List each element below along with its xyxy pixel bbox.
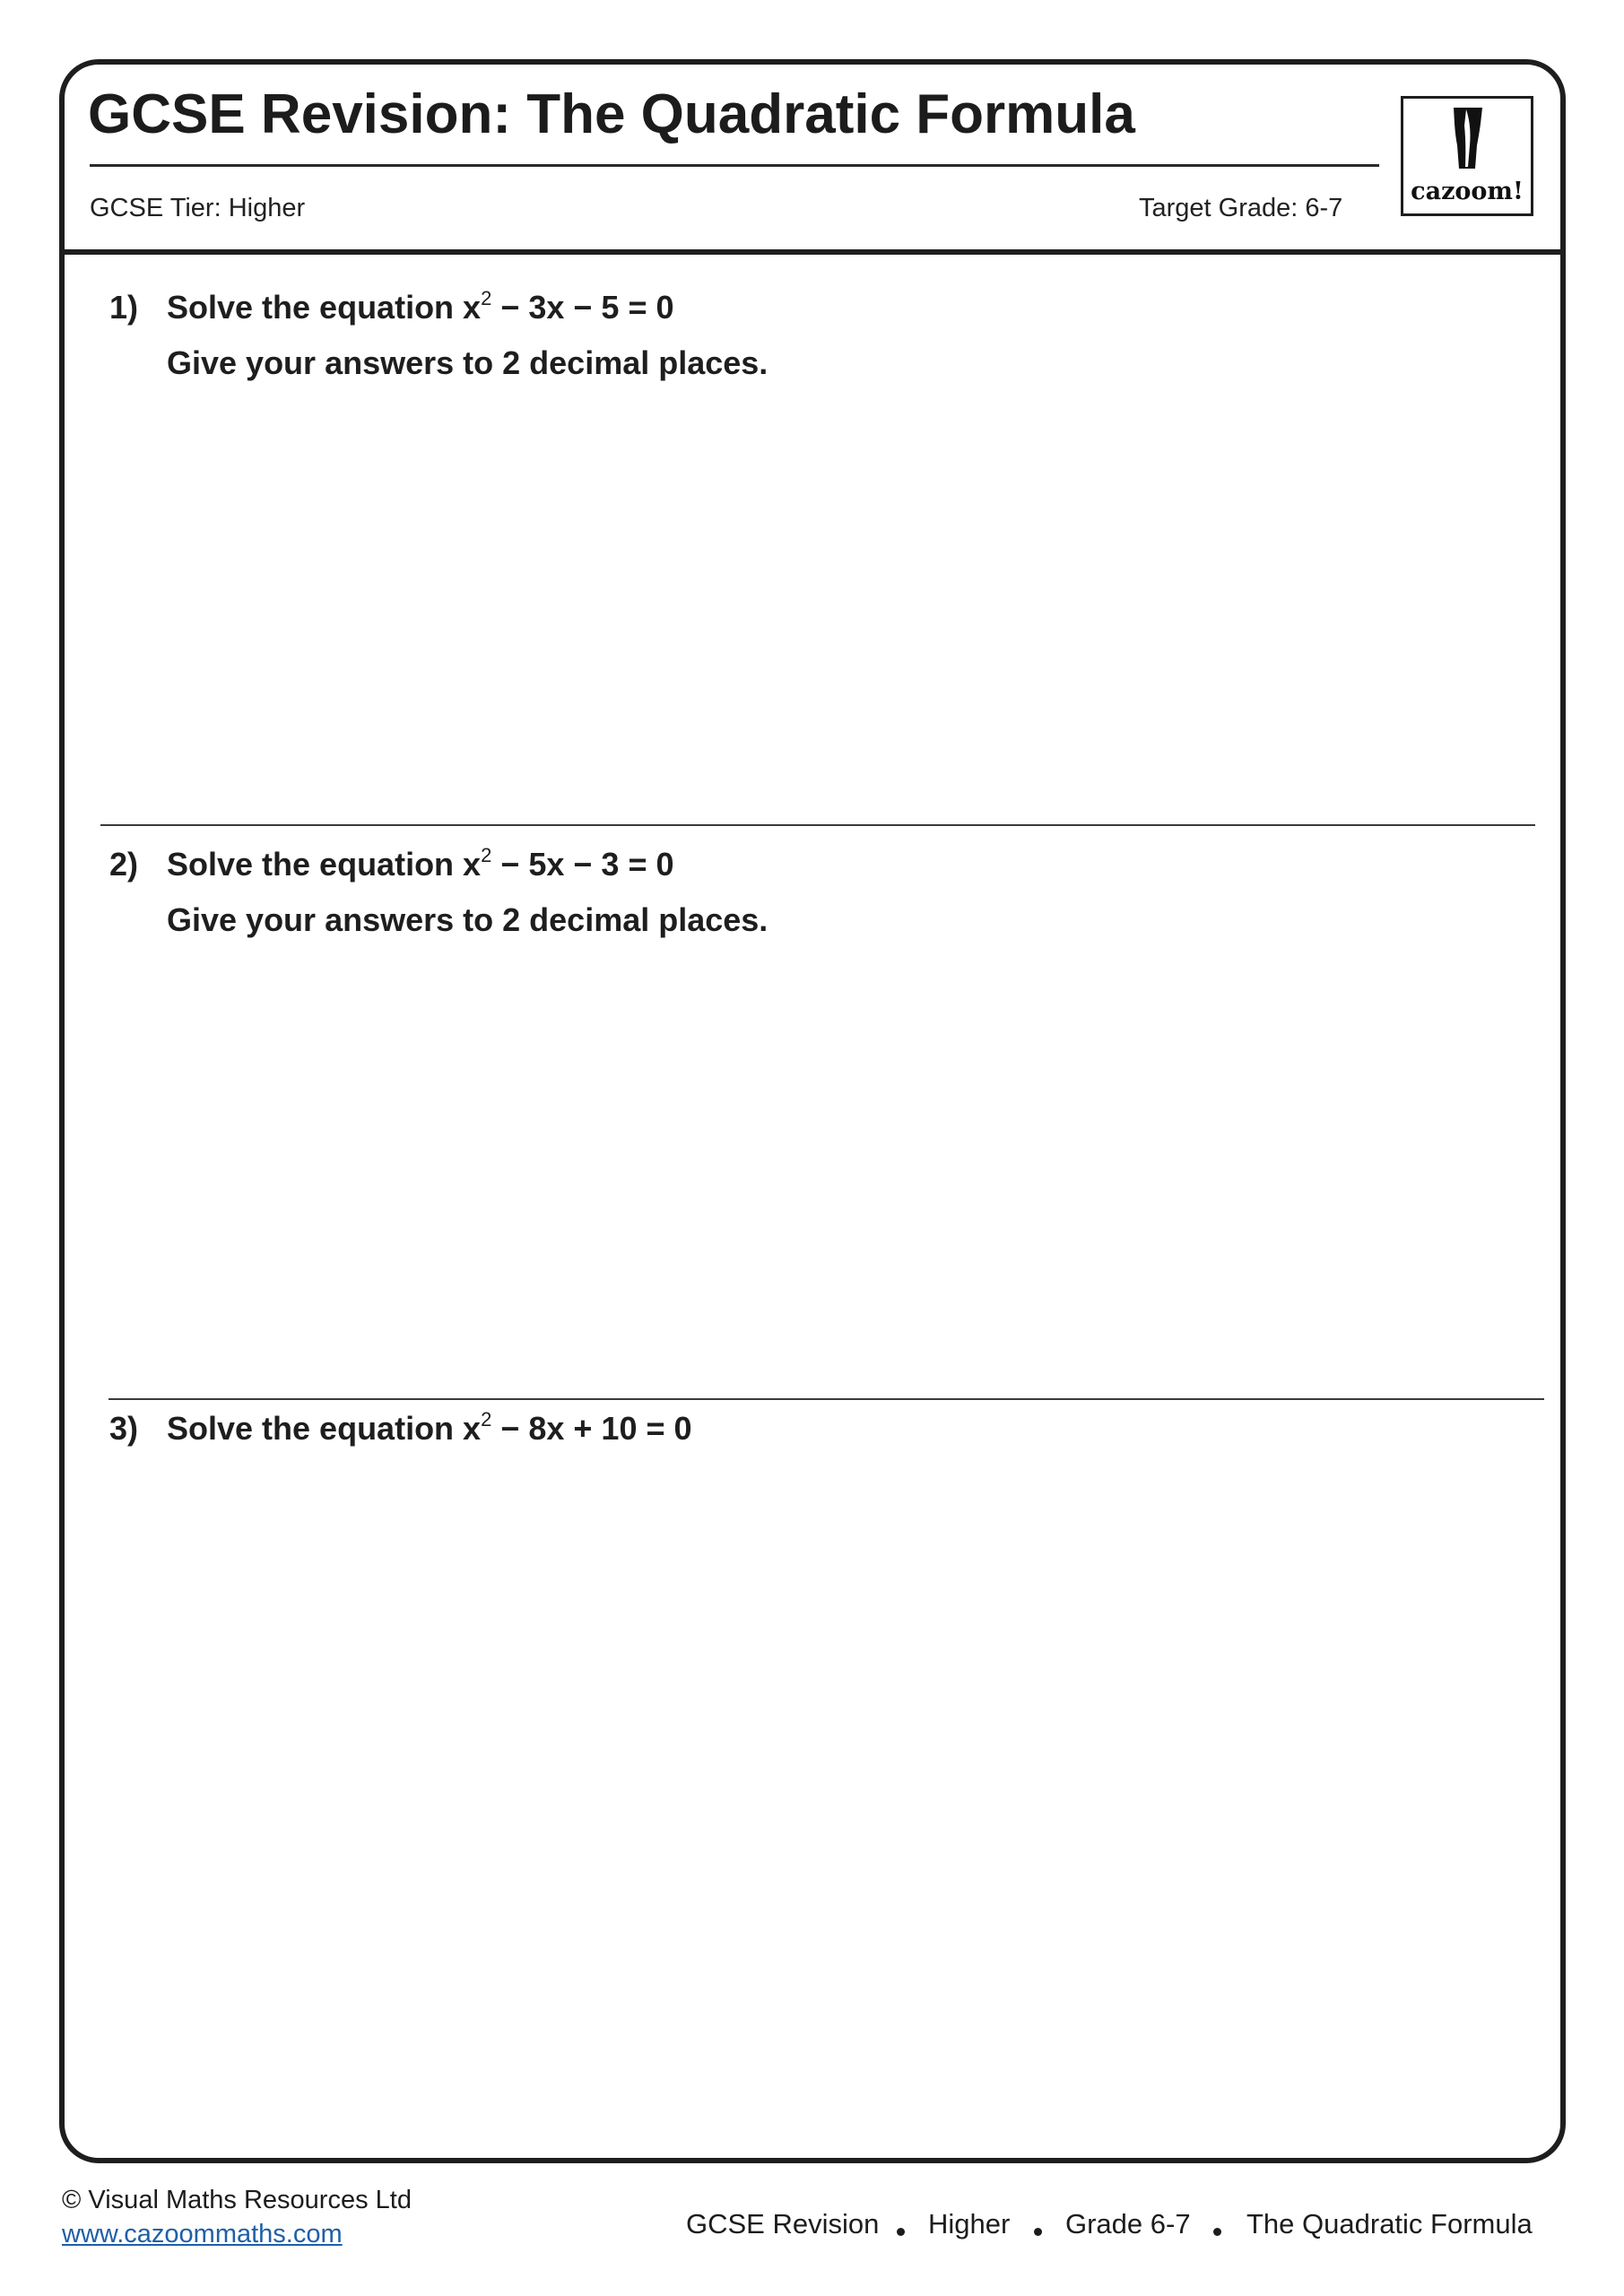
footer-tag: The Quadratic Formula (1246, 2208, 1533, 2239)
question-1-instruction: Give your answers to 2 decimal places. (167, 344, 769, 381)
footer-tag: Grade 6-7 (1065, 2208, 1191, 2239)
question-1 (109, 289, 674, 326)
exponent: 2 (481, 844, 492, 866)
bullet-icon (1034, 2228, 1042, 2236)
question-text-rest: − 3x − 5 = 0 (491, 289, 674, 326)
question-2-instruction: Give your answers to 2 decimal places. (167, 901, 769, 938)
question-3 (109, 1410, 692, 1448)
question-text-rest: − 8x + 10 = 0 (491, 1410, 692, 1447)
question-number: 2) (109, 846, 139, 883)
answer-space-divider (100, 824, 1535, 826)
exponent: 2 (481, 1408, 492, 1431)
website-link[interactable]: www.cazoommaths.com (62, 2220, 343, 2248)
question-text: Solve the equation x (167, 846, 482, 883)
footer-tag: GCSE Revision (686, 2208, 880, 2239)
question-text-rest: − 5x − 3 = 0 (491, 846, 674, 883)
question-text: Solve the equation x (167, 1410, 482, 1447)
footer-tag: Higher (928, 2208, 1011, 2239)
page-title: GCSE Revision: The Quadratic Formula (88, 83, 1135, 145)
question-text: Solve the equation x (167, 289, 482, 326)
logo-text: cazoom! (1411, 178, 1524, 205)
bullet-icon (1213, 2228, 1221, 2236)
question-number: 3) (109, 1410, 139, 1447)
target-grade-label: Target Grade: 6-7 (1139, 194, 1343, 222)
question-2 (109, 846, 674, 883)
answer-space-divider (109, 1398, 1544, 1400)
bullet-icon (897, 2228, 905, 2236)
cazoom-logo (1401, 96, 1533, 216)
question-number: 1) (109, 289, 139, 326)
title-underline (90, 164, 1379, 167)
copyright-notice: © Visual Maths Resources Ltd (62, 2186, 412, 2214)
tier-label: GCSE Tier: Higher (90, 194, 306, 222)
header-divider (62, 249, 1563, 255)
exponent: 2 (481, 287, 492, 309)
